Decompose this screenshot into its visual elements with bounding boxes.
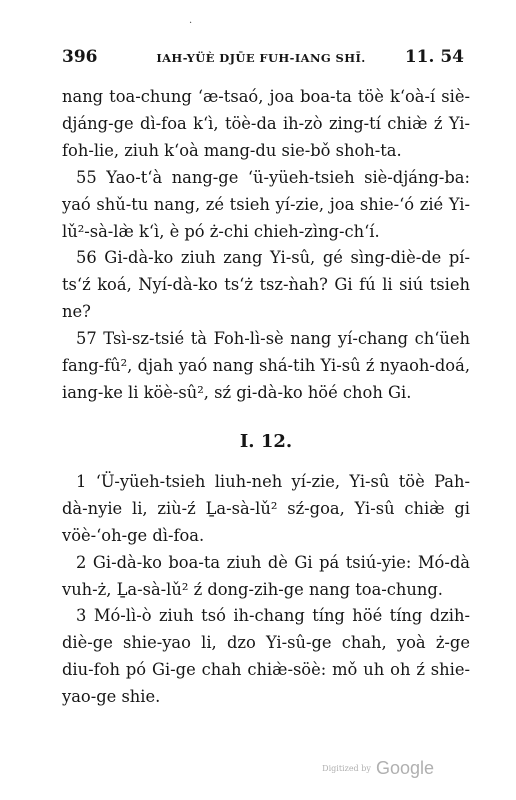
google-logo: Google	[375, 758, 434, 778]
page-number: 396	[62, 47, 98, 67]
verse-3: 3 Mó-lì-ò ziuh tsó ih-chang tíng höé tíng dzih-diè-ge shie-yao li, dzo Yi-sû-ge chah, yoà ż-ge diu-foh pó Gi-ge chah chiæ̀-söè: mǒ uh oh ź shie-yao-ge shie.	[62, 606, 470, 707]
watermark-caption: Digitized by	[322, 764, 371, 773]
verse-2: 2 Gi-dà-ko boa-ta ziuh dè Gi pá tsiú-yie: Mó-dà vuh-ż, Ḻa-sà-lǔ² ź dong-zih-ge nang toa-chung.	[62, 552, 470, 599]
page-header	[58, 47, 464, 71]
paragraph-continuation: nang toa-chung ‘æ-tsaó, joa boa-ta töè k‘oà-í siè-djáng-ge dì-foa k‘ì, töè-da ih-zò zing-tí chiæ̀ ź Yi-foh-lie, ziuh k‘oà mang-du sie-bǒ shoh-ta.	[62, 87, 470, 160]
verse-56: 56 Gi-dà-ko ziuh zang Yi-sû, gé sìng-diè-de pí-ts‘ź koá, Nyí-dà-ko ts‘ż tsz-ǹah? Gi fú li siú tsieh ne?	[62, 248, 470, 322]
digitization-watermark	[322, 758, 434, 779]
body-text	[62, 84, 470, 711]
verse-1: 1 ‘Ü-yüeh-tsieh liuh-neh yí-zie, Yi-sû töè Pah-dà-nyie li, ziù-ź Ḻa-sà-lǔ² sź-goa, Yi-sû chiæ̀ gi vöè-‘oh-ge dì-foa.	[62, 471, 470, 545]
chapter-verse-reference: 11. 54	[404, 47, 464, 67]
verse-57: 57 Tsì-sz-tsié tà Foh-lì-sè nang yí-chang ch‘üeh fang-fû², djah yaó nang shá-tih Yi-sû ź nyaoh-doá, iang-ke li köè-sû², sź gi-dà-ko höé choh Gi.	[62, 329, 470, 402]
running-head: IAH-YÜÈ DJŪE FUH-IANG SHĪ.	[156, 51, 366, 65]
verse-55: 55 Yao-t‘à nang-ge ‘ü-yüeh-tsieh siè-djáng-ba: yaó shǔ-tu nang, zé tsieh yí-zie, joa shie-‘ó zié Yi-lǔ²-sà-læ̀ k‘ì, è pó ż-chi chieh-zìng-ch‘í.	[62, 167, 470, 241]
chapter-heading: I. 12.	[239, 430, 293, 452]
top-mark: ·	[189, 18, 193, 29]
